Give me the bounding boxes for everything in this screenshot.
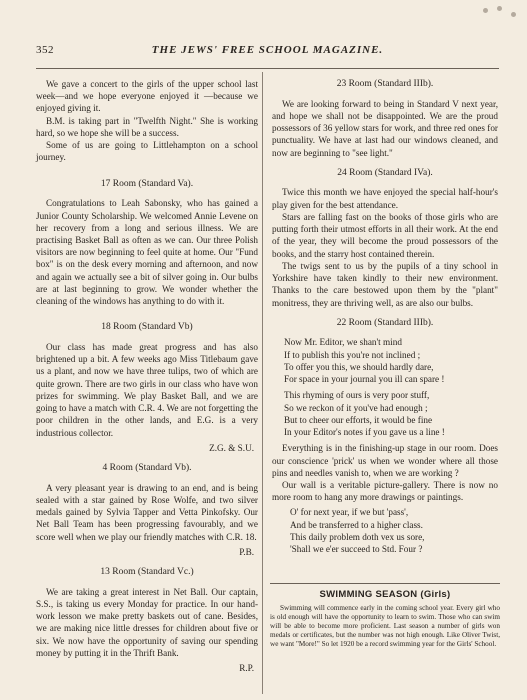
paragraph: Some of us are going to Littlehampton on a school journey. [36, 140, 258, 163]
notice-heading: SWIMMING SEASON (Girls) [319, 589, 451, 600]
paragraph: We are taking a great interest in Net Ball. Our captain, S.S., is taking us every Monday for practice. In our hand-work lesson we make pretty baskets out of cane. Besides, we are making nice little dresses for children about five or six. We now have the opportunity of saving our spending money by putting it in the Thrift Bank. [36, 586, 258, 658]
paragraph: Everything is in the finishing-up stage in our room. Does our conscience 'prick' us when we wonder where all those pins and needles vanish to, when we are working ? [272, 443, 498, 478]
section-heading: 22 Room (Standard IIIb). [336, 317, 434, 328]
poem-line: 'Shall we e'er succeed to Std. Four ? [290, 544, 423, 555]
magazine-title: THE JEWS' FREE SCHOOL MAGAZINE. [151, 44, 384, 56]
paragraph: Our class has made great progress and has also brightened up a bit. A few weeks ago Miss Titlebaum gave us a plant, and now we have three tulips, two of which are quite grown. There are two girls in our class who have won prizes for swimming. We play Basket Ball, and we are going to have a match with C.R. 4. We are not forgetting the poor children in the other lands, and E.G. is a very industrious collector. [36, 342, 258, 438]
page-number: 352 [36, 44, 54, 56]
paragraph: Our wall is a veritable picture-gallery. There is now no more room to hang any more drawings or paintings. [272, 479, 498, 503]
poem-line: If to publish this you're not inclined ; [284, 349, 421, 360]
paragraph: B.M. is taking part in "Twelfth Night." She is working hard, so we hope she will be a success. [36, 115, 258, 138]
poem-stanza [284, 336, 498, 385]
section-heading: 23 Room (Standard IIIb). [336, 79, 434, 89]
punch-hole-marks [481, 4, 521, 24]
section-heading: 4 Room (Standard Vb). [102, 463, 192, 474]
paragraph: Twice this month we have enjoyed the special half-hour's play given for the best attendance. [272, 187, 498, 210]
left-column [36, 78, 258, 674]
poem-stanza [284, 389, 498, 438]
header-rule [36, 68, 499, 69]
poem-line: This rhyming of ours is very poor stuff, [284, 390, 430, 401]
poem-line: But to cheer our efforts, it would be fine [284, 414, 433, 425]
poem-line: O' for next year, if we but 'pass', [290, 507, 409, 518]
section-heading: 13 Room (Standard Vc.) [100, 567, 194, 578]
right-column [272, 78, 498, 555]
poem-line: This daily problem doth vex us sore, [290, 531, 425, 542]
paragraph: A very pleasant year is drawing to an end, and is being sealed with a star gained by Rose Wolfe, and two silver medals gained by Sylvia Tapper and Vetta Pinkofsky. Our Net Ball Team has been progressing favourably, and we score well when we play our friendly matches with C.R. 18. [36, 482, 258, 542]
signature: P.B. [239, 546, 254, 557]
poem-line: And be transferred to a higher class. [290, 519, 423, 530]
signature: Z.G. & S.U. [209, 442, 254, 453]
paragraph: Stars are falling fast on the books of those girls who are putting forth their utmost efforts in all their work. At the end of the year, they will become the proud possessors of the books, and the starry host contained therein. [272, 211, 498, 259]
poem-line: In your Editor's notes if you gave us a line ! [284, 427, 445, 438]
swimming-notice [270, 583, 500, 649]
section-heading: 24 Room (Standard IVa). [337, 167, 433, 178]
section-heading: 18 Room (Standard Vb) [101, 322, 193, 333]
paragraph: Congratulations to Leah Sabonsky, who has gained a Junior County Scholarship. We welcomed Annie Levene on her recovery from a long and serious illness. We are practising Basket Ball as often as we can. Our three Polish visitors are now beginning to feel quite at home. Our "Fund box" is on the desk every morning and afternoon, and now and again we actually see a bit of silver going in. Our bulbs are at last beginning to grow. We wonder whether the cleaning of the windows has anything to do with it. [36, 198, 258, 307]
paragraph: We are looking forward to being in Standard V next year, and hope we shall not be disappointed. We are the proud possessors of 36 yellow stars for work, and three red ones for punctuality. We have at last had our windows cleaned, and now are beginning to "see light." [272, 98, 498, 158]
poem-line: So we reckon of it you've had enough ; [284, 402, 428, 413]
poem-stanza [290, 506, 498, 555]
poem-line: To offer you this, we should hardly dare, [284, 361, 434, 372]
paragraph: The twigs sent to us by the pupils of a tiny school in Yorkshire have taken kindly to their new environment. Thanks to the care bestowed upon them by the "plant" monitress, they are thriving well, as are also our bulbs. [272, 260, 498, 308]
column-divider [262, 72, 263, 694]
paragraph: We gave a concert to the girls of the upper school last week—and we hope everyone enjoyed it —because we enjoyed giving it. [36, 79, 258, 114]
poem-line: Now Mr. Editor, we shan't mind [284, 337, 402, 348]
signature: R.P. [239, 663, 254, 674]
section-heading: 17 Room (Standard Va). [100, 178, 194, 189]
poem-line: For space in your journal you ill can spare ! [284, 374, 445, 385]
notice-text: Swimming will commence early in the coming school year. Every girl who is old enough will have the opportunity to learn to swim. Those who can swim will be able to become more proficient. Last season a number of girls won medals or certificates, but the number was not high enough. Like Oliver Twist, we want "More!" So let 1920 be a record swimming year for the Girls' School. [270, 604, 500, 648]
